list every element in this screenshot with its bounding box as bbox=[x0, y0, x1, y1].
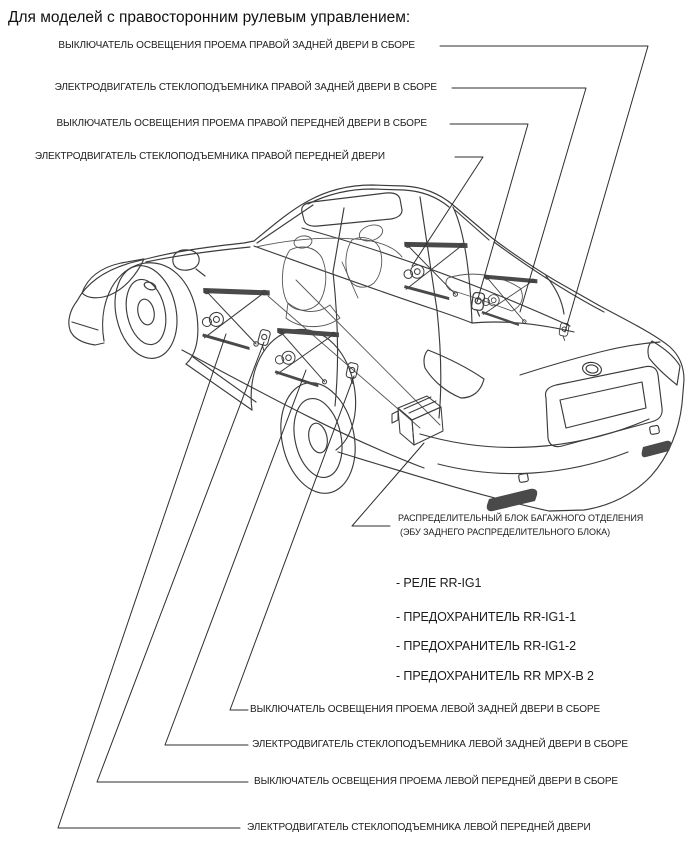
trunk-block-item-fuse-3: - ПРЕДОХРАНИТЕЛЬ RR MPX-B 2 bbox=[396, 669, 594, 683]
leader-left-rear-switch bbox=[230, 376, 354, 710]
callout-right-front-door-motor: ЭЛЕКТРОДВИГАТЕЛЬ СТЕКЛОПОДЪЕМНИКА ПРАВОЙ ПЕРЕДНЕЙ ДВЕРИ bbox=[34, 151, 385, 162]
callout-left-front-door-motor: ЭЛЕКТРОДВИГАТЕЛЬ СТЕКЛОПОДЪЕМНИКА ЛЕВОЙ ПЕРЕДНЕЙ ДВЕРИ bbox=[247, 822, 591, 833]
rear-wheel bbox=[271, 376, 365, 501]
parcel-shelf bbox=[472, 322, 574, 332]
rear-door-edge bbox=[437, 310, 441, 418]
floor-line-2 bbox=[296, 280, 440, 425]
trunk-block-item-fuse-2: - ПРЕДОХРАНИТЕЛЬ RR-IG1-2 bbox=[396, 639, 576, 653]
callout-right-front-door-switch: ВЫКЛЮЧАТЕЛЬ ОСВЕЩЕНИЯ ПРОЕМА ПРАВОЙ ПЕРЕДНЕЙ ДВЕРИ В СБОРЕ bbox=[56, 118, 427, 129]
brand-emblem bbox=[582, 361, 603, 377]
window-regulator-left-rear bbox=[268, 321, 340, 389]
moonroof bbox=[302, 193, 402, 226]
rear-wheel-inner bbox=[287, 394, 349, 482]
page-title: Для моделей с правосторонним рулевым управлением: bbox=[8, 9, 411, 26]
bumper-crease-2 bbox=[438, 452, 628, 474]
brand-emblem-inner bbox=[585, 364, 598, 374]
exhaust-left bbox=[487, 489, 537, 511]
front-wheel bbox=[107, 260, 185, 364]
callout-right-rear-door-motor: ЭЛЕКТРОДВИГАТЕЛЬ СТЕКЛОПОДЪЕМНИКА ПРАВОЙ ЗАДНЕЙ ДВЕРИ В СБОРЕ bbox=[54, 82, 437, 93]
tail-light-left bbox=[424, 350, 484, 398]
window-regulator-left-front bbox=[195, 280, 271, 352]
tail-light-right bbox=[648, 341, 680, 385]
front-seat bbox=[282, 247, 325, 310]
bumper-sensor-1 bbox=[518, 473, 528, 482]
callout-left-front-door-switch: ВЫКЛЮЧАТЕЛЬ ОСВЕЩЕНИЯ ПРОЕМА ЛЕВОЙ ПЕРЕДНЕЙ ДВЕРИ В СБОРЕ bbox=[254, 776, 619, 787]
front-wheel-hub bbox=[135, 298, 156, 327]
callout-left-rear-door-motor: ЭЛЕКТРОДВИГАТЕЛЬ СТЕКЛОПОДЪЕМНИКА ЛЕВОЙ ЗАДНЕЙ ДВЕРИ В СБОРЕ bbox=[252, 739, 628, 750]
trunk-block-item-fuse-1: - ПРЕДОХРАНИТЕЛЬ RR-IG1-1 bbox=[396, 610, 576, 624]
front-door-edge bbox=[333, 272, 337, 406]
c-pillar bbox=[453, 207, 472, 323]
courtesy-switch-left-rear bbox=[345, 362, 359, 384]
rocker-line-2 bbox=[193, 357, 256, 402]
bumper-lip bbox=[72, 322, 98, 330]
leader-left-front-motor bbox=[58, 334, 240, 828]
front-wheel-inner bbox=[121, 276, 172, 348]
trunk-block-item-relay: - РЕЛЕ RR-IG1 bbox=[396, 576, 482, 590]
callout-trunk-distribution-block bbox=[398, 512, 643, 539]
front-seat-cushion bbox=[286, 303, 340, 327]
window-regulator-right-front bbox=[397, 234, 468, 301]
trunk-block-label-line2: (ЭБУ ЗАДНЕГО РАСПРЕДЕЛИТЕЛЬНОГО БЛОКА) bbox=[400, 526, 611, 537]
character-line bbox=[182, 350, 424, 468]
trunk-block-label-line1: РАСПРЕДЕЛИТЕЛЬНЫЙ БЛОК БАГАЖНОГО ОТДЕЛЕНИЯ bbox=[398, 513, 644, 523]
callout-right-rear-door-switch: ВЫКЛЮЧАТЕЛЬ ОСВЕЩЕНИЯ ПРОЕМА ПРАВОЙ ЗАДНЕЙ ДВЕРИ В СБОРЕ bbox=[58, 40, 415, 51]
leader-left-rear-motor bbox=[165, 370, 306, 745]
steering-wheel bbox=[357, 222, 384, 244]
leader-right-rear-switch bbox=[440, 46, 648, 332]
fender-marker bbox=[143, 281, 157, 292]
quarter-glass-mark bbox=[546, 276, 564, 314]
headlight bbox=[82, 259, 144, 298]
far-seat bbox=[346, 238, 382, 288]
side-mirror bbox=[173, 250, 205, 276]
courtesy-switch-left-front bbox=[256, 329, 271, 351]
license-plate-inner bbox=[560, 382, 646, 428]
bumper-crease-1 bbox=[420, 419, 649, 447]
rocker-line-1 bbox=[186, 364, 252, 410]
trunk-seam bbox=[520, 342, 660, 375]
windshield-inner bbox=[257, 205, 313, 243]
bumper-sensor-2 bbox=[649, 425, 659, 434]
callout-left-rear-door-switch: ВЫКЛЮЧАТЕЛЬ ОСВЕЩЕНИЯ ПРОЕМА ЛЕВОЙ ЗАДНЕЙ ДВЕРИ В СБОРЕ bbox=[250, 704, 601, 715]
front-wheel-arch bbox=[103, 263, 198, 364]
leader-left-front-switch bbox=[97, 342, 264, 782]
